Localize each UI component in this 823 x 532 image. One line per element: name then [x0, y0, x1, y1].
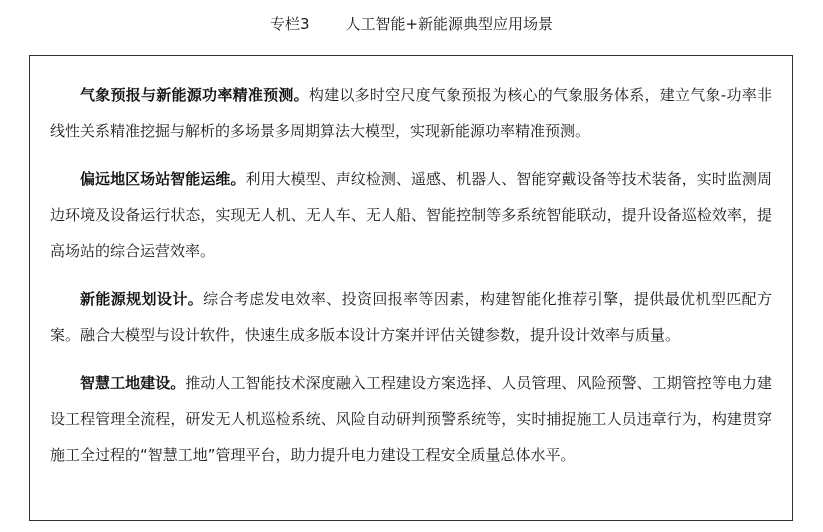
scenario-heading-remote-ops: 偏远地区场站智能运维。 [80, 170, 246, 188]
scenario-heading-weather: 气象预报与新能源功率精准预测。 [80, 86, 309, 104]
scenario-paragraph-remote-ops [50, 161, 772, 269]
box-caption-label: 专栏3 [269, 15, 310, 33]
scenario-heading-smart-site: 智慧工地建设。 [80, 374, 186, 392]
scenario-paragraph-planning [50, 281, 772, 353]
scenario-paragraph-weather [50, 77, 772, 149]
scenario-body-remote-ops: 利用大模型、声纹检测、遥感、机器人、智能穿戴设备等技术装备，实时监测周边环境及设备运行状态，实现无人机、无人车、无人船、智能控制等多系统智能联动，提升设备巡检效率，提高场站的综合运营效率。 [50, 170, 772, 260]
box-caption [0, 13, 823, 35]
scenario-body-weather: 构建以多时空尺度气象预报为核心的气象服务体系，建立气象-功率非线性关系精准挖掘与解析的多场景多周期算法大模型，实现新能源功率精准预测。 [50, 86, 772, 140]
scenario-body-smart-site: 推动人工智能技术深度融入工程建设方案选择、人员管理、风险预警、工期管控等电力建设工程管理全流程，研发无人机巡检系统、风险自动研判预警系统等，实时捕捉施工人员违章行为，构建贯穿施工全过程的“智慧工地”管理平台，助力提升电力建设工程安全质量总体水平。 [50, 374, 772, 464]
box-caption-title: 人工智能+新能源典型应用场景 [345, 15, 554, 33]
scenario-heading-planning: 新能源规划设计。 [80, 290, 204, 308]
scenario-paragraph-smart-site [50, 365, 772, 473]
scenario-body-planning: 综合考虑发电效率、投资回报率等因素，构建智能化推荐引擎，提供最优机型匹配方案。融合大模型与设计软件，快速生成多版本设计方案并评估关键参数，提升设计效率与质量。 [50, 290, 772, 344]
feature-box [29, 55, 793, 521]
